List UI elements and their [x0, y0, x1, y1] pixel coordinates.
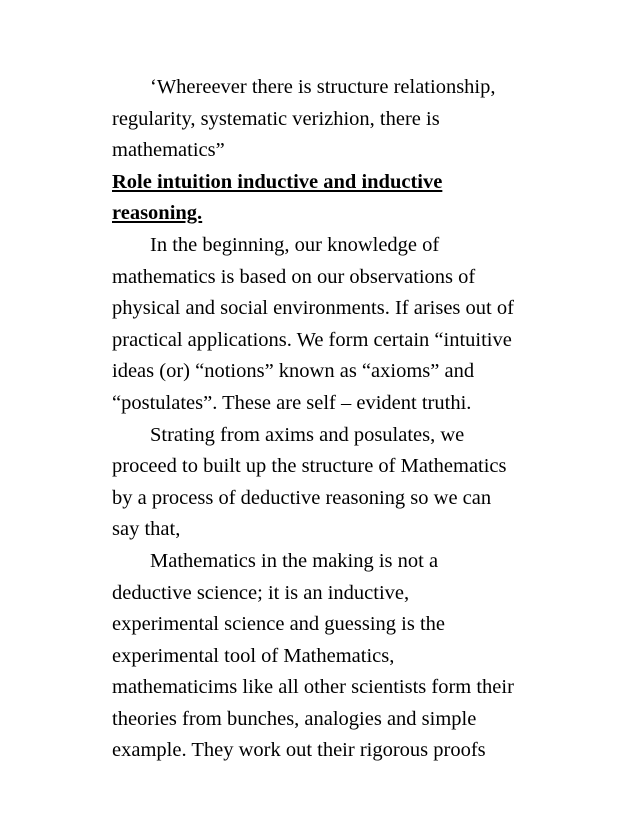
quote-line: regularity, systematic verizhion, there is [112, 107, 440, 130]
paragraph-line: mathematics is based on our observations of [112, 265, 476, 288]
section-heading [112, 167, 572, 230]
paragraph-line: deductive science; it is an inductive, [112, 581, 410, 604]
quote-line: ‘Whereever there is structure relationship, [150, 76, 496, 98]
paragraph-line: example. They work out their rigorous proofs [112, 739, 486, 762]
paragraph-line: Strating from axims and posulates, we [150, 423, 465, 446]
paragraph-line: say that, [112, 518, 181, 541]
paragraph-line: ideas (or) “notions” known as “axioms” and [112, 360, 475, 383]
paragraph-line: In the beginning, our knowledge of [150, 233, 440, 256]
opening-quote [112, 72, 572, 167]
paragraph-line: proceed to built up the structure of Mathematics [112, 455, 507, 478]
paragraph-line: mathematicims like all other scientists form their [112, 676, 514, 699]
document-page [112, 72, 572, 767]
paragraph-axioms [112, 420, 572, 546]
heading-line: Role intuition inductive and inductive [112, 170, 443, 193]
paragraph-line: “postulates”. These are self – evident truthi. [112, 391, 472, 414]
heading-line: reasoning. [112, 202, 203, 225]
paragraph-line: Mathematics in the making is not a [150, 549, 439, 572]
paragraph-line: theories from bunches, analogies and simple [112, 707, 477, 730]
paragraph-line: by a process of deductive reasoning so we can [112, 486, 492, 509]
paragraph-line: experimental tool of Mathematics, [112, 644, 395, 667]
paragraph-line: practical applications. We form certain “intuitive [112, 328, 512, 351]
paragraph-making [112, 546, 572, 767]
paragraph-line: physical and social environments. If arises out of [112, 297, 514, 320]
paragraph-beginning [112, 230, 572, 420]
paragraph-line: experimental science and guessing is the [112, 613, 446, 636]
quote-line: mathematics” [112, 139, 225, 162]
